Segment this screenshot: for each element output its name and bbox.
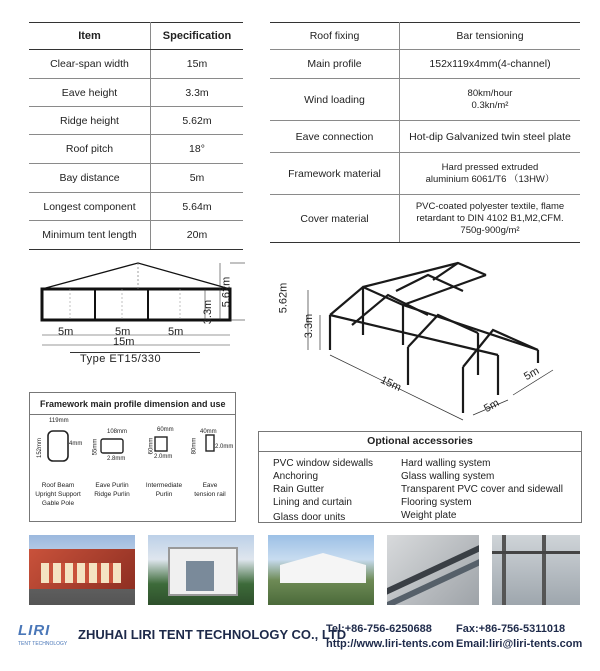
optional-title: Optional accessories — [259, 432, 581, 452]
photo-red-tent — [29, 535, 135, 605]
website-link[interactable]: http://www.liri-tents.com — [326, 638, 454, 650]
profile-shape — [48, 431, 68, 461]
row-label: Minimum tent length — [29, 221, 151, 250]
eave-beam — [330, 315, 498, 355]
row-label: Eave connection — [270, 121, 400, 153]
profile-w: 108mm — [107, 429, 128, 435]
row-value: Bar tensioning — [400, 23, 581, 50]
photo-profiles — [387, 535, 479, 605]
row-label: Eave height — [29, 79, 151, 107]
list-item: Weight plate — [401, 510, 457, 521]
row-label: Cover material — [270, 195, 400, 243]
profile-h: 60mm — [148, 437, 155, 455]
type-label: Type ET15/330 — [80, 353, 162, 365]
list-item: Flooring system — [401, 497, 472, 508]
photo-beam — [492, 551, 580, 554]
profile-shape — [206, 435, 214, 451]
row-value: 18° — [151, 135, 244, 164]
profile-box-title: Framework main profile dimension and use — [40, 399, 226, 409]
ridge-height-label: 5.62m — [220, 276, 233, 308]
row-label: Ridge height — [29, 107, 151, 135]
profile-sections — [34, 417, 232, 475]
col-header-item: Item — [29, 23, 151, 50]
total-width-label: 15m — [113, 336, 135, 348]
photo-white-tent — [268, 535, 374, 605]
eave-height-label: 3.3m — [202, 299, 215, 325]
front-gable — [330, 287, 403, 315]
row-value: 152x119x4mm(4-channel) — [400, 50, 581, 79]
accessory-list-left — [273, 457, 373, 524]
photo-profile-bar — [387, 554, 479, 605]
row-value: 5.64m — [151, 193, 244, 221]
row-value: 5m — [151, 164, 244, 193]
profile-caption: Eave Purlin Ridge Purlin — [94, 482, 130, 498]
profile-w: 40mm — [200, 429, 217, 435]
contact-fax: Fax:+86-756-5311018 — [456, 623, 566, 635]
row-value: 15m — [151, 50, 244, 79]
row-label: Clear-span width — [29, 50, 151, 79]
row-value: 5.62m — [151, 107, 244, 135]
eave-beam — [403, 275, 486, 305]
photo-frame-interior — [492, 535, 580, 605]
bay-label: 5m — [522, 364, 542, 384]
profile-dimension-box — [29, 392, 236, 522]
bay-label: 5m — [482, 396, 502, 416]
company-name: ZHUHAI LIRI TENT TECHNOLOGY CO., LTD — [78, 627, 347, 642]
row-value: 20m — [151, 221, 244, 250]
photo-glass-tent — [148, 535, 254, 605]
profile-caption: Roof Beam Upright Support Gable Pole — [35, 482, 81, 507]
row-label: Longest component — [29, 193, 151, 221]
eave-beam — [403, 305, 538, 350]
bay-label: 5m — [168, 326, 184, 338]
profile-caption: Intermediate Purlin — [145, 482, 183, 498]
row-label: Roof fixing — [270, 23, 400, 50]
bay-label: 5m — [58, 326, 74, 338]
eave-height-label: 3.3m — [303, 313, 316, 339]
list-item: Lining and curtain — [273, 497, 352, 508]
photo-pole — [502, 535, 506, 605]
col-header-spec: Specification — [151, 23, 244, 50]
row-value: PVC-coated polyester textile, flame retardant to DIN 4102 B1,M2,CFM. 750g-900g/m² — [400, 195, 581, 243]
list-item: Hard walling system — [401, 458, 491, 469]
logo-text: LIRI — [18, 622, 51, 639]
profile-w: 60mm — [157, 427, 174, 433]
profile-caption: Eave tension rail — [194, 482, 226, 498]
photo-tent-shape — [280, 553, 366, 583]
list-item: Glass walling system — [401, 471, 495, 482]
divider — [30, 414, 235, 415]
list-item: PVC window sidewalls — [273, 458, 374, 469]
row-value: 3.3m — [151, 79, 244, 107]
profile-t: 2.8mm — [107, 456, 126, 462]
length-label: 15m — [378, 374, 403, 394]
profile-w: 119mm — [49, 418, 69, 424]
profile-h: 80mm — [191, 437, 198, 455]
profile-t: 2.0mm — [215, 444, 234, 450]
rafter — [396, 275, 463, 291]
profile-t: 2.0mm — [154, 454, 173, 460]
ridge-height-label: 5.62m — [277, 282, 290, 314]
frame-3d-diagram — [268, 255, 588, 425]
list-item: Rain Gutter — [273, 484, 325, 495]
row-label: Bay distance — [29, 164, 151, 193]
row-label: Framework material — [270, 153, 400, 195]
profile-h: 55mm — [92, 438, 99, 456]
profile-shape — [155, 437, 167, 451]
tent-gable — [42, 263, 230, 289]
accessory-list-right — [401, 457, 563, 522]
optional-accessories-box — [258, 431, 582, 523]
list-item: Transparent PVC cover and sidewall — [401, 484, 563, 495]
profile-t: 4mm — [69, 441, 83, 447]
row-label: Main profile — [270, 50, 400, 79]
list-item: Anchoring — [273, 471, 319, 482]
photo-glass-door — [186, 561, 214, 591]
spec-table-right — [270, 22, 580, 243]
profile-shape — [101, 439, 123, 453]
photo-pole — [542, 535, 546, 605]
profile-h: 152mm — [37, 437, 44, 459]
photo-tent-windows — [41, 563, 121, 583]
row-value: Hot-dip Galvanized twin steel plate — [400, 121, 581, 153]
row-label: Wind loading — [270, 79, 400, 121]
row-value: Hard pressed extruded aluminium 6061/T6 （13HW） — [400, 153, 581, 195]
row-value: 80km/hour 0.3kn/m² — [400, 79, 581, 121]
row-label: Roof pitch — [29, 135, 151, 164]
contact-tel: Tel:+86-756-6250688 — [326, 623, 432, 635]
list-item: Glass door units — [273, 512, 346, 523]
company-logo — [18, 622, 70, 652]
email-link[interactable]: Email:liri@liri-tents.com — [456, 638, 583, 650]
bay-label: 5m — [115, 326, 131, 338]
logo-subtext: TENT TECHNOLOGY — [18, 641, 68, 647]
spec-table — [29, 22, 243, 250]
